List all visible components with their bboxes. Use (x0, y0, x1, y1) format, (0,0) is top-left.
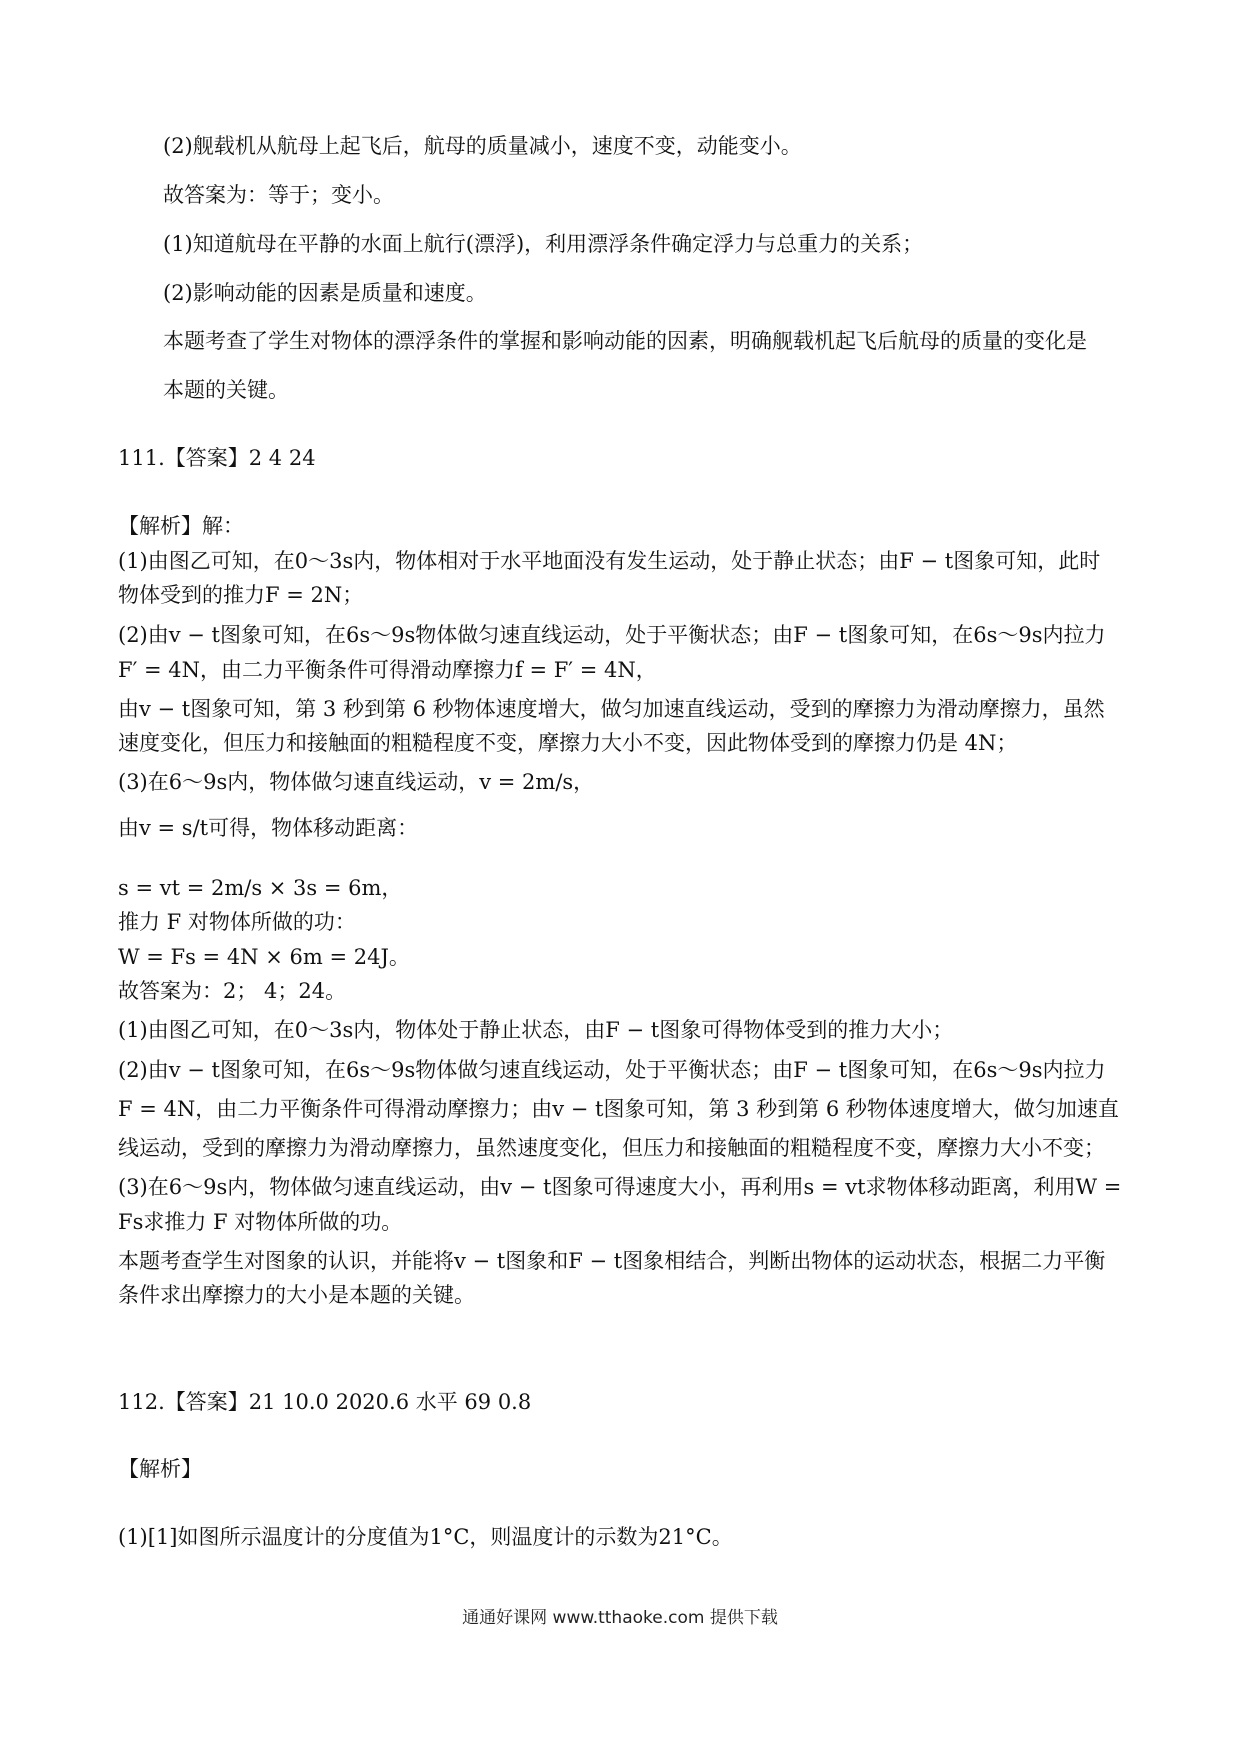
answer-heading: 112.【答案】21 10.0 2020.6 水平 69 0.8 (118, 1390, 532, 1414)
text-line: 由v = s/t可得，物体移动距离： (118, 816, 419, 840)
text-line: 速度变化，但压力和接触面的粗糙程度不变，摩擦力大小不变，因此物体受到的摩擦力仍是 4N； (118, 731, 1018, 755)
text-line: 本题考查学生对图象的认识，并能将v − t图象和F − t图象相结合，判断出物体的运动状态，根据二力平衡 (118, 1249, 1106, 1273)
text-line: F = 4N，由二力平衡条件可得滑动摩擦力；由v − t图象可知，第 3 秒到第 6 秒物体速度增大，做匀加速直 (118, 1097, 1119, 1121)
formula-line: s = vt = 2m/s × 3s = 6m， (118, 876, 403, 900)
analysis-heading: 【解析】 (118, 1457, 202, 1481)
text-line: (2)由v − t图象可知，在6s～9s物体做匀速直线运动，处于平衡状态；由F − t图象可知，在6s～9s内拉力 (118, 1058, 1106, 1082)
text-line: 条件求出摩擦力的大小是本题的关键。 (118, 1283, 475, 1307)
text-line: Fs求推力 F 对物体所做的功。 (118, 1210, 403, 1234)
page-footer: 通通好课网 www.tthaoke.com 提供下载 (462, 1608, 778, 1628)
text-line: (3)在6～9s内，物体做匀速直线运动，由v − t图象可得速度大小，再利用s = vt求物体移动距离，利用W = (118, 1175, 1122, 1199)
text-line: (2)由v − t图象可知，在6s～9s物体做匀速直线运动，处于平衡状态；由F − t图象可知，在6s～9s内拉力 (118, 623, 1106, 647)
formula-line: W = Fs = 4N × 6m = 24J。 (118, 945, 410, 969)
text-line: (2)影响动能的因素是质量和速度。 (163, 281, 487, 305)
text-line: (1)[1]如图所示温度计的分度值为1°C，则温度计的示数为21°C。 (118, 1525, 733, 1549)
text-line: (1)由图乙可知，在0～3s内，物体处于静止状态，由F − t图象可得物体受到的推力大小； (118, 1018, 954, 1042)
text-line: 推力 F 对物体所做的功： (118, 910, 356, 934)
text-line: (1)知道航母在平静的水面上航行(漂浮)，利用漂浮条件确定浮力与总重力的关系； (163, 232, 924, 256)
text-line: (1)由图乙可知，在0～3s内，物体相对于水平地面没有发生运动，处于静止状态；由F − t图象可知，此时 (118, 549, 1101, 573)
text-line: 故答案为：等于；变小。 (163, 183, 394, 207)
text-line: (3)在6～9s内，物体做匀速直线运动，v = 2m/s， (118, 770, 595, 794)
text-line: 线运动，受到的摩擦力为滑动摩擦力，虽然速度变化，但压力和接触面的粗糙程度不变，摩擦力大小不变； (118, 1136, 1105, 1160)
analysis-heading: 【解析】解： (118, 514, 244, 538)
text-line: (2)舰载机从航母上起飞后，航母的质量减小，速度不变，动能变小。 (163, 134, 802, 158)
answer-heading: 111.【答案】2 4 24 (118, 446, 316, 470)
text-line: F′ = 4N，由二力平衡条件可得滑动摩擦力f = F′ = 4N， (118, 658, 657, 682)
text-line: 本题考查了学生对物体的漂浮条件的掌握和影响动能的因素，明确舰载机起飞后航母的质量的变化是 (163, 329, 1087, 353)
text-line: 由v − t图象可知，第 3 秒到第 6 秒物体速度增大，做匀加速直线运动，受到的摩擦力为滑动摩擦力，虽然 (118, 697, 1105, 721)
text-line: 本题的关键。 (163, 378, 289, 402)
text-line: 物体受到的推力F = 2N； (118, 583, 364, 607)
text-line: 故答案为：2； 4；24。 (118, 979, 347, 1003)
